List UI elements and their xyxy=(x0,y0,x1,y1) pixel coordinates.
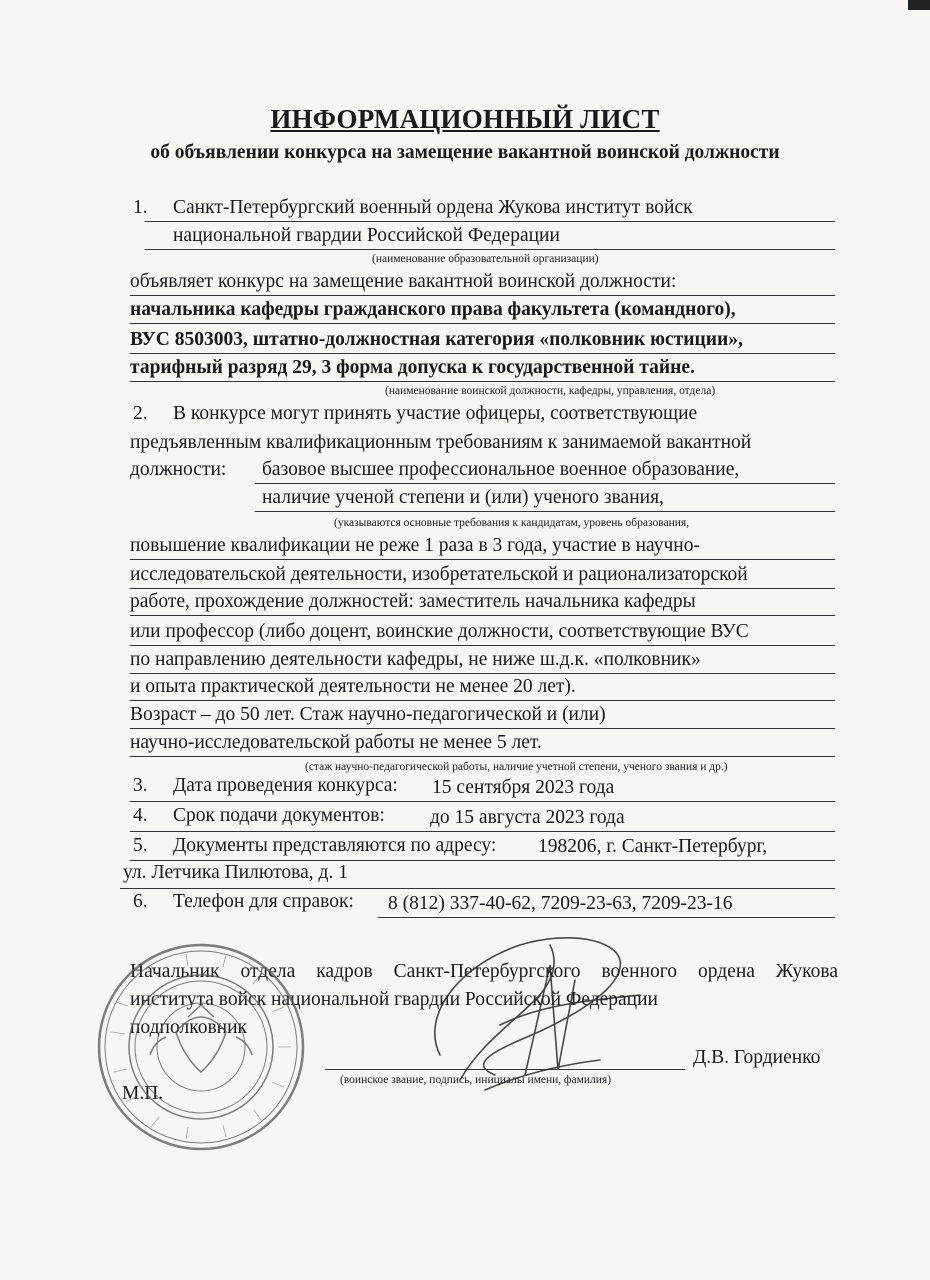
item2-line1 xyxy=(133,402,697,426)
item4-number: 4. xyxy=(133,805,148,826)
item4-rule xyxy=(130,831,835,832)
item2-rule9 xyxy=(130,728,835,729)
official-seal-stamp xyxy=(96,942,306,1152)
item1-rule2 xyxy=(145,249,835,250)
item5-line xyxy=(133,834,496,858)
item1-rule3 xyxy=(130,295,835,296)
item2-caption1: (указываются основные требования к кандидатам, уровень образования, xyxy=(334,517,690,529)
item5-number: 5. xyxy=(133,835,148,856)
item1-position-3: тарифный разряд 29, 3 форма допуска к государственной тайне. xyxy=(130,357,695,378)
scan-corner-mark xyxy=(908,0,930,10)
item5-rule2 xyxy=(120,888,835,889)
item6-number: 6. xyxy=(133,891,148,912)
item3-rule xyxy=(130,801,835,802)
item3-label: Дата проведения конкурса: xyxy=(173,775,398,796)
item2-text-1: В конкурсе могут принять участие офицеры, соответствующие xyxy=(173,403,698,424)
item2-req-1: повышение квалификации не реже 1 раза в 3 года, участие в научно- xyxy=(130,535,700,556)
item4-label: Срок подачи документов: xyxy=(173,805,385,826)
item3-value: 15 сентября 2023 года xyxy=(432,777,615,798)
item2-req-6: и опыта практической деятельности не менее 20 лет). xyxy=(130,676,576,697)
handwritten-signature xyxy=(400,905,660,1105)
item2-label: должности: xyxy=(130,459,227,480)
item2-rule1 xyxy=(255,483,835,484)
item2-rule2 xyxy=(255,511,835,512)
item5-value: 198206, г. Санкт-Петербург, xyxy=(538,836,768,857)
item5-label: Документы представляются по адресу: xyxy=(173,835,497,856)
item2-line3 xyxy=(130,458,226,482)
item2-req-3: работе, прохождение должностей: заместитель начальника кафедры xyxy=(130,591,696,612)
item4-line xyxy=(133,804,385,828)
item1-org-name-2: национальной гвардии Российской Федерации xyxy=(173,225,560,246)
item2-req-8: научно-исследовательской работы не менее 5 лет. xyxy=(130,732,542,753)
item3-number: 3. xyxy=(133,775,148,796)
item1-caption: (наименование образовательной организации) xyxy=(372,253,599,265)
item1-position-1: начальника кафедры гражданского права факультета (командного), xyxy=(130,299,736,320)
signer-title-1: Начальник отдела кадров Санкт-Петербургского военного ордена Жукова xyxy=(130,961,838,982)
item6-label: Телефон для справок: xyxy=(173,891,354,912)
item1-rule6 xyxy=(130,381,835,382)
signer-title-2: института войск национальной гвардии Российской Федерации xyxy=(130,989,658,1010)
signature-caption: (воинское звание, подпись, инициалы имени, фамилия) xyxy=(340,1074,612,1086)
item2-rule8 xyxy=(130,700,835,701)
item2-rule7 xyxy=(130,673,835,674)
item2-number: 2. xyxy=(133,403,148,424)
item6-line xyxy=(133,890,354,914)
item1-position-2: ВУС 8503003, штатно-должностная категория «полковник юстиции», xyxy=(130,329,743,350)
item1-announce: объявляет конкурс на замещение вакантной воинской должности: xyxy=(130,271,677,292)
item2-rule6 xyxy=(130,645,835,646)
item2-req-4: или профессор (либо доцент, воинские должности, соответствующие ВУС xyxy=(130,621,749,642)
item2-rule5 xyxy=(130,615,835,616)
item1-position-caption: (наименование воинской должности, кафедры, управления, отдела) xyxy=(385,385,716,397)
item2-text-2: предъявленным квалификационным требованиям к занимаемой вакантной xyxy=(130,432,752,453)
signer-name: Д.В. Гордиенко xyxy=(693,1047,821,1068)
item2-rule3 xyxy=(130,559,835,560)
item6-value: 8 (812) 337-40-62, 7209-23-63, 7209-23-16 xyxy=(388,893,733,914)
item1-line1 xyxy=(133,196,693,220)
item2-degree: наличие ученой степени и (или) ученого звания, xyxy=(262,487,664,508)
item4-value: до 15 августа 2023 года xyxy=(430,807,625,828)
item2-req-5: по направлению деятельности кафедры, не ниже ш.д.к. «полковник» xyxy=(130,649,701,670)
item1-rule4 xyxy=(130,323,835,324)
item1-rule5 xyxy=(130,353,835,354)
item2-education: базовое высшее профессиональное военное образование, xyxy=(262,459,740,480)
stamp-placeholder: М.П. xyxy=(122,1083,164,1104)
item2-req-7: Возраст – до 50 лет. Стаж научно-педагогической и (или) xyxy=(130,704,606,725)
item1-number: 1. xyxy=(133,197,148,218)
item5-value2: ул. Летчика Пилютова, д. 1 xyxy=(123,862,348,883)
item2-rule4 xyxy=(130,588,835,589)
item2-caption2: (стаж научно-педагогической работы, наличие учетной степени, ученого звания и др.) xyxy=(305,761,728,773)
item2-rule10 xyxy=(130,756,835,757)
document-subtitle: об объявлении конкурса на замещение вакантной воинской должности xyxy=(150,142,780,163)
item1-org-name-1: Санкт-Петербургский военный ордена Жукова институт войск xyxy=(173,197,693,218)
item1-rule1 xyxy=(145,221,835,222)
item3-line xyxy=(133,774,398,798)
signer-rank: подполковник xyxy=(130,1017,247,1038)
document-title: ИНФОРМАЦИОННЫЙ ЛИСТ xyxy=(270,104,660,134)
item2-req-2: исследовательской деятельности, изобретательской и рационализаторской xyxy=(130,564,748,585)
